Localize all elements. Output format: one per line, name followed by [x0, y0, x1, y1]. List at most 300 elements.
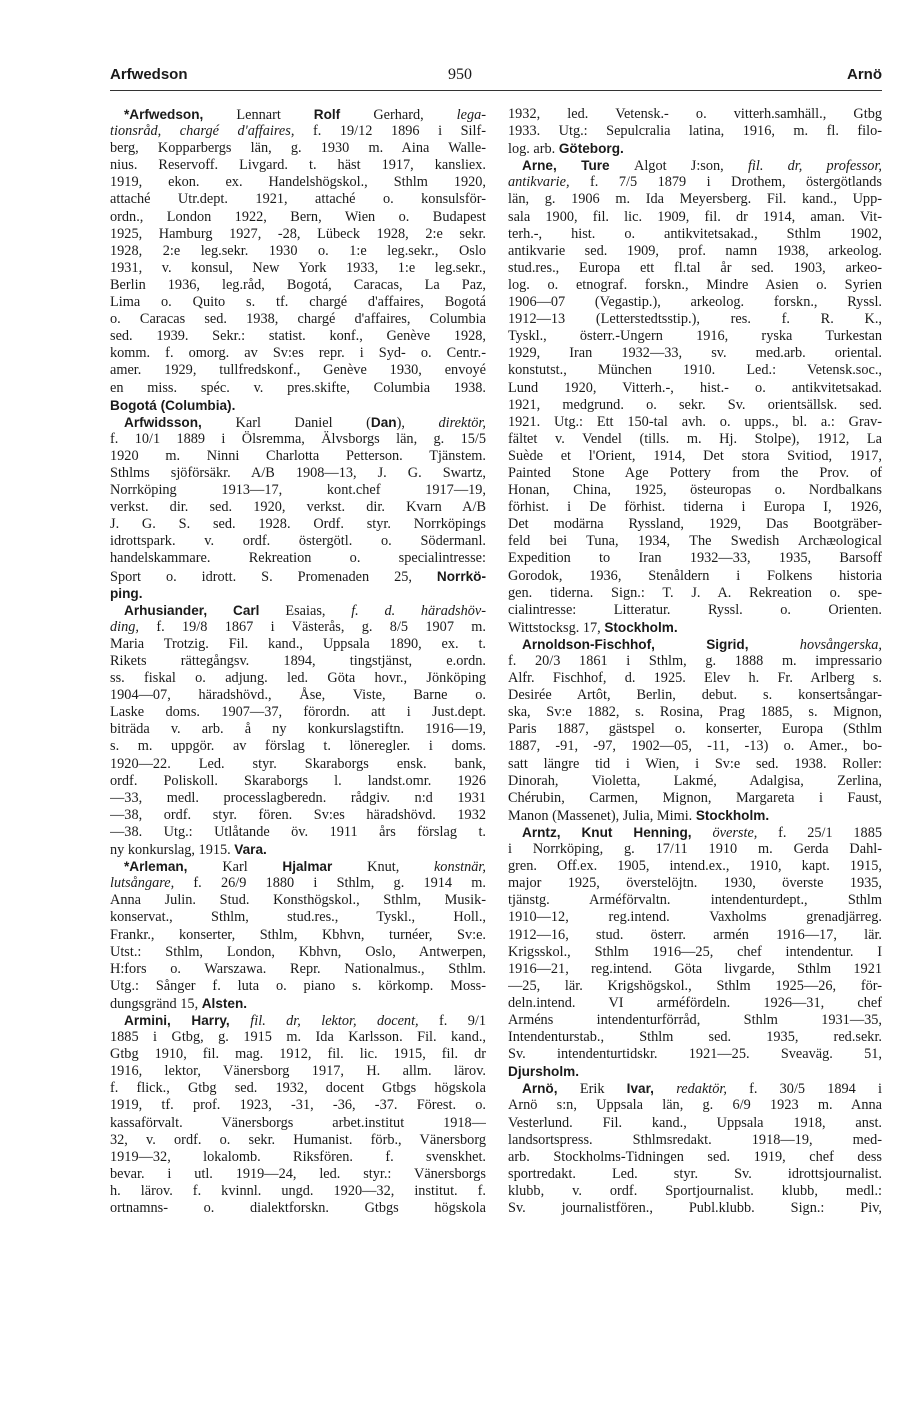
text-line: [508, 414, 882, 431]
text-line: [110, 157, 486, 174]
text-span: Rikets rättegångsv. 1894, tingstjänst, e.ordn.: [110, 653, 486, 669]
text-span: Det modärna Ryssland, 1929, Das Bootgräber-: [508, 516, 882, 533]
text-span: f. 19/8 1867 i Västerås, g. 8/5 1907 m.: [156, 618, 486, 635]
entry-start-line: [508, 1080, 882, 1097]
text-line: [508, 568, 882, 585]
text-span: Painted Stone Age Pottery from the Prov. of: [508, 464, 882, 481]
text-line: [508, 841, 882, 858]
bold-text: Göteborg.: [558, 141, 624, 157]
bold-text: *Arleman,: [124, 859, 223, 875]
text-span: Honan, China, 1925, östeuropas o. Nordbalkans: [508, 482, 882, 499]
text-line: [508, 892, 882, 909]
text-span: Intendenturstab., Sthlm sed. 1935, red.sekr.: [508, 1029, 882, 1046]
text-line: [110, 431, 486, 448]
text-line: [110, 1063, 486, 1080]
text-span: landsortspress. Sthlmsredakt. 1918—19, med-: [508, 1131, 882, 1148]
text-line: [110, 738, 486, 755]
entry-start-line: [110, 1012, 486, 1029]
text-line: [508, 909, 882, 926]
text-line: [508, 533, 882, 550]
text-line: [110, 892, 486, 909]
text-span: Karl: [222, 859, 283, 876]
text-line: [110, 909, 486, 926]
text-span: f. 26/9 1880 i Sthlm, g. 1914 m.: [193, 875, 486, 892]
text-span: Lima o. Quito s. tf. chargé d'affaires, Bogotá: [110, 294, 486, 311]
entry-start-line: [110, 414, 486, 431]
bold-text: Ivar,: [626, 1081, 677, 1097]
text-line: [508, 1029, 882, 1046]
text-span: Algot J:son,: [634, 158, 748, 175]
text-span: s. m. uppgör. av förslag t. löneregler. i doms.: [110, 738, 486, 755]
italic-text: f. d. häradshöv-: [351, 602, 486, 619]
text-span: 1919, tf. prof. 1923, -31, -36, -37. Förest. o.: [110, 1097, 486, 1114]
text-line: [508, 174, 882, 191]
text-span: antikvarie sed. 1909, prof. namn 1938, arkeolog.: [508, 242, 882, 259]
bold-text: Arne, Ture: [522, 158, 634, 174]
text-line: [110, 1166, 486, 1183]
text-span: ortnamns- o. dialektforskn. Gtbgs högskola: [110, 1200, 486, 1216]
text-span: stud.res., Europa ett fl.tal år sed. 1903, arkeo-: [508, 259, 882, 276]
text-line: [110, 1115, 486, 1132]
text-span: —38, ordf. styr. fören. Sv:es häradshövd. 1932: [110, 806, 486, 823]
text-span: sala 1900, fil. lic. 1909, fil. dr 1914, aman. Vit-: [508, 208, 882, 225]
text-line: [110, 670, 486, 687]
text-line: [508, 1183, 882, 1200]
text-line: [110, 585, 486, 602]
text-span: 1912—13 (Letterstedtsstip.), res. f. R. K.,: [508, 311, 882, 328]
text-span: feld bei Tuna, 1934, The Swedish Archæological: [508, 533, 882, 550]
text-line: [508, 1097, 882, 1114]
text-line: [110, 687, 486, 704]
text-line: [110, 653, 486, 670]
text-line: [110, 260, 486, 277]
text-span: —33, medl. processlagberedn. rådgiv. n:d 1931: [110, 789, 486, 806]
text-line: [110, 721, 486, 738]
text-span: Gerhard,: [373, 107, 457, 123]
italic-text: fil. dr, lektor, docent,: [250, 1012, 440, 1029]
text-span: J. G. S. sed. 1928. Ordf. styr. Norrköpings: [110, 516, 486, 533]
text-line: [508, 1063, 882, 1080]
text-line: [508, 482, 882, 499]
text-span: förhist. i De förhist. tiderna i Europa I, 1926,: [508, 499, 882, 516]
text-line: [110, 380, 486, 397]
text-span: 1928, 2:e leg.sekr. 1930 o. 1:e leg.sekr., Oslo: [110, 242, 486, 259]
text-line: [110, 944, 486, 961]
text-span: sportredakt. Led. styr. Sv. idrottsjournalist.: [508, 1165, 882, 1182]
text-line: [110, 140, 486, 157]
text-span: biträda v. arb. å ny konkurslagstiftn. 1916—19,: [110, 721, 486, 738]
text-line: [110, 345, 486, 362]
text-span: ),: [396, 414, 439, 431]
text-span: en miss. spéc. v. pres.skifte, Columbia 1938.: [110, 379, 486, 396]
text-line: [508, 209, 882, 226]
text-line: [508, 1046, 882, 1063]
right-column: [508, 106, 882, 1217]
text-span: Sthlms sjöförsäkr. A/B 1908—13, J. G. Swartz,: [110, 464, 486, 481]
text-line: [110, 995, 486, 1012]
text-span: 32, v. ordf. o. sekr. Humanist. förb., Vänersborg: [110, 1131, 486, 1148]
text-line: [508, 140, 882, 157]
italic-text: direktör,: [438, 414, 486, 431]
text-line: [110, 499, 486, 516]
text-line: [508, 397, 882, 414]
italic-text: tionsråd, chargé d'affaires,: [110, 123, 313, 140]
text-line: [508, 1115, 882, 1132]
text-line: [110, 927, 486, 944]
text-span: Expedition to Iran 1932—33, 1935, Barsoff: [508, 550, 882, 567]
text-span: f. 10/1 1889 i Ölsremma, Älvsborgs län, g. 15/5: [110, 430, 486, 447]
italic-text: överste,: [712, 824, 779, 841]
text-span: Sv. intendenturtidskr. 1921—25. Sveaväg. 51,: [508, 1046, 882, 1063]
text-span: log. arb.: [508, 141, 559, 158]
text-span: 1916, lektor, Vänersborg 1917, H. allm. lärov.: [110, 1063, 486, 1080]
text-span: Chérubin, Carmen, Mignon, Margareta i Faust,: [508, 789, 882, 806]
text-line: [110, 875, 486, 892]
text-line: [110, 1029, 486, 1046]
entry-start-line: [508, 157, 882, 174]
text-span: Sv. journalistfören., Publ.klubb. Sign.: Piv,: [508, 1200, 882, 1216]
text-line: [508, 653, 882, 670]
text-span: deln.intend. VI arméfördeln. 1926—31, chef: [508, 994, 882, 1011]
bold-text: Arfwidsson,: [124, 414, 236, 430]
text-line: [110, 311, 486, 328]
text-span: f. 7/5 1879 i Drothem, östergötlands: [590, 174, 882, 191]
text-span: attaché Utr.dept. 1921, attaché o. konsulsför-: [110, 191, 486, 208]
text-line: [110, 1046, 486, 1063]
text-line: [508, 277, 882, 294]
text-line: [508, 465, 882, 482]
text-line: [110, 243, 486, 260]
text-span: —38. Utg.: Utlåtande öv. 1911 års förslag t.: [110, 823, 486, 840]
text-span: Berlin 1936, leg.råd, Bogotá, Caracas, La Paz,: [110, 276, 486, 293]
text-span: arb. Stockholms-Tidningen sed. 1919, chef dess: [508, 1148, 882, 1165]
text-span: ordn., London 1922, Bern, Wien o. Budapest: [110, 208, 486, 225]
text-span: 1933. Utg.: Sepulcralia latina, 1916, m. fl. filo-: [508, 123, 882, 140]
text-span: Erik: [579, 1081, 627, 1098]
text-line: [110, 191, 486, 208]
text-span: sed. 1939. Sekr.: statist. konf., Genève 1928,: [110, 328, 486, 345]
text-span: satt längre tid i Wien, i Sv:e sed. 1938. Roller:: [508, 755, 882, 772]
text-span: major 1925, överstelöjtn. 1930, överste 1935,: [508, 875, 882, 892]
text-span: 1912—16, stud. österr. armén 1916—17, lär.: [508, 926, 882, 943]
text-line: [508, 345, 882, 362]
text-span: 1904—07, häradshövd., Åse, Viste, Barne o.: [110, 687, 486, 704]
text-line: [508, 978, 882, 995]
text-line: [110, 790, 486, 807]
text-line: [508, 328, 882, 345]
text-span: —25, lär. Krigshögskol., Sthlm 1925—26, för-: [508, 977, 882, 994]
text-span: 1921, medgrund. o. sekr. Sv. orientsällsk. sed.: [508, 396, 882, 413]
bold-text: Stockholm.: [604, 619, 678, 635]
text-span: cialintresse: Litteratur. Ryssl. o. Orienten.: [508, 601, 882, 618]
text-span: ny konkurslag, 1915.: [110, 842, 235, 859]
text-span: 1887, -91, -97, 1902—05, -11, -13) o. Amer., bo-: [508, 738, 882, 755]
text-line: [508, 1200, 882, 1217]
text-span: Lund 1920, Vitterh.-, hist.- o. antikvitetsakad.: [508, 379, 882, 396]
text-line: [110, 978, 486, 995]
text-line: [110, 328, 486, 345]
text-line: [508, 191, 882, 208]
bold-text: Arhusiander, Carl: [124, 602, 286, 618]
text-span: nius. Reservoff. Livgard. t. häst 1917, kansliex.: [110, 157, 486, 174]
text-span: klubb, v. ordf. Sportjournalist. klubb, medl.:: [508, 1182, 882, 1199]
italic-text: konstnär,: [433, 859, 486, 876]
text-span: ska, Sv:e 1882, s. Rosina, Prag 1885, s. Mignon,: [508, 704, 882, 721]
bold-text: Dan: [370, 414, 397, 430]
text-span: f. 20/3 1861 i Sthlm, g. 1888 m. impressario: [508, 653, 882, 669]
italic-text: ding,: [110, 618, 157, 635]
text-span: Sport o. idrott. S. Promenaden 25,: [110, 568, 437, 585]
text-span: H:fors o. Warszawa. Repr. Nationalmus., Sthlm.: [110, 960, 486, 977]
text-line: [110, 568, 486, 585]
text-line: [110, 550, 486, 567]
text-span: Tyskl., österr.-Ungern 1916, ryska Turkestan: [508, 328, 882, 345]
text-line: [508, 704, 882, 721]
text-span: bevar. i utl. 1919—24, led. styr.: Vänersborgs: [110, 1165, 486, 1182]
text-span: Karl Daniel (: [235, 414, 371, 431]
text-span: Desirée Artôt, Berlin, debut. s. konsertsångar-: [508, 687, 882, 704]
bold-text: Djursholm.: [508, 1064, 579, 1080]
text-span: f. 19/12 1896 i Silf-: [312, 123, 486, 140]
text-line: [508, 602, 882, 619]
text-span: Laske doms. 1907—37, förordn. att i Just.dept.: [110, 704, 486, 721]
text-span: Krigsskol., Sthlm 1916—25, chef intendentur. I: [508, 943, 882, 960]
text-line: [508, 448, 882, 465]
text-line: [110, 226, 486, 243]
text-span: Suède et l'Orient, 1914, Det stora Svitiod, 1917,: [508, 447, 882, 464]
text-span: Paris 1887, gästspel o. konserter, Europa (Sthlm: [508, 721, 882, 738]
text-line: [508, 311, 882, 328]
text-line: [508, 944, 882, 961]
text-span: o. Caracas sed. 1938, chargé d'affaires, Columbia: [110, 311, 486, 328]
text-span: berg, Kopparbergs län, g. 1930 m. Aina Walle-: [110, 140, 486, 157]
italic-text: fil. dr, professor,: [747, 158, 882, 175]
text-line: [110, 174, 486, 191]
text-line: [508, 619, 882, 636]
text-span: 1916—21, reg.intend. Göta livgarde, Sthlm 1921: [508, 960, 882, 977]
bold-text: Norrkö-: [436, 568, 486, 584]
text-line: [508, 790, 882, 807]
bold-text: Hjalmar: [282, 859, 368, 875]
text-span: Arnö s:n, Uppsala län, g. 6/9 1923 m. Anna: [508, 1097, 882, 1114]
text-line: [508, 773, 882, 790]
text-line: [508, 995, 882, 1012]
text-line: [508, 807, 882, 824]
text-span: dungsgränd 15,: [110, 995, 202, 1012]
text-line: [110, 397, 486, 414]
text-span: 1910—12, reg.intend. Vaxholms grenadjärreg.: [508, 909, 882, 926]
text-span: konservat., Sthlm, stud.res., Tyskl., Holl.,: [110, 909, 486, 926]
text-line: [508, 927, 882, 944]
bold-text: *Arfwedson,: [124, 107, 237, 122]
text-line: [110, 294, 486, 311]
text-line: [508, 756, 882, 773]
entry-start-line: [110, 858, 486, 875]
text-line: [508, 362, 882, 379]
bold-text: ping.: [110, 585, 143, 601]
text-line: [110, 482, 486, 499]
text-span: f. 9/1: [439, 1012, 486, 1029]
text-line: [110, 533, 486, 550]
italic-text: antikvarie,: [508, 174, 591, 191]
bold-text: Stockholm.: [695, 807, 770, 823]
text-span: 1929, Iran 1932—33, sv. med.arb. oriental.: [508, 345, 882, 362]
entry-start-line: [508, 636, 882, 653]
text-span: idrottspark. v. ordf. östergötl. o. Södermanl.: [110, 533, 486, 550]
text-span: f. flick., Gtbg sed. 1932, docent Gtbgs högskola: [110, 1080, 486, 1097]
text-line: [110, 123, 486, 140]
text-line: [110, 807, 486, 824]
text-line: [508, 431, 882, 448]
italic-text: lutsångare,: [110, 875, 194, 892]
running-head-left: Arfwedson: [110, 66, 188, 83]
italic-text: hovsångerska,: [799, 636, 882, 653]
text-span: län, g. 1906 m. Ida Meyersberg. Fil. kand., Upp-: [508, 191, 882, 208]
text-line: [508, 123, 882, 140]
text-line: [508, 243, 882, 260]
text-span: gren. Off.ex. 1905, intend.ex., 1910, kapt. 1915,: [508, 858, 882, 875]
text-span: Norrköping 1913—17, kont.chef 1917—19,: [110, 482, 486, 499]
text-line: [110, 1097, 486, 1114]
text-span: Dinorah, Violetta, Lakmé, Adalgisa, Zerlina,: [508, 772, 882, 789]
text-line: [508, 294, 882, 311]
text-span: f. 30/5 1894 i: [749, 1081, 882, 1098]
text-span: i Norrköping, g. 17/11 1910 m. Gerda Dahl-: [508, 841, 882, 858]
text-span: 1931, v. konsul, New York 1933, 1:e leg.sekr.,: [110, 259, 486, 276]
text-line: [110, 636, 486, 653]
text-line: [110, 277, 486, 294]
text-line: [508, 380, 882, 397]
text-span: tjänstg. Arméförvaltn. intendenturdept., Sthlm: [508, 892, 882, 909]
text-line: [110, 824, 486, 841]
text-span: log. o. etnograf. forskn., Mindre Asien o. Syrien: [508, 276, 882, 293]
text-span: handelskammare. Rekreation o. specialintresse:: [110, 550, 486, 567]
text-line: [110, 841, 486, 858]
text-span: amer. 1929, tullfredskonf., Genève 1930, envoyé: [110, 362, 486, 379]
text-span: Gorodok, 1936, Stenåldern i Folkens historia: [508, 567, 882, 584]
text-span: 1906—07 (Vegastip.), arkeolog. forskn., Ryssl.: [508, 294, 882, 311]
text-span: gen. tiderna. Sign.: T. J. A. Rekreation o. spe-: [508, 584, 882, 601]
italic-text: redaktör,: [676, 1081, 750, 1098]
text-line: [508, 1149, 882, 1166]
running-head-right: Arnö: [847, 66, 882, 83]
text-span: Manon (Massenet), Julia, Mimi.: [508, 807, 696, 824]
text-span: ss. fiskal o. adjung. led. Göta hovr., Jönköping: [110, 670, 486, 687]
text-line: [110, 465, 486, 482]
text-line: [110, 1132, 486, 1149]
text-span: terh.-, hist. o. antikvitetsakad., Sthlm 1902,: [508, 225, 882, 242]
text-line: [110, 448, 486, 465]
text-span: Knut,: [367, 859, 434, 876]
text-span: verkst. dir. sed. 1920, verkst. dir. Kvarn A/B: [110, 499, 486, 516]
text-span: Wittstocksg. 17,: [508, 619, 605, 636]
text-line: [508, 1132, 882, 1149]
text-line: [508, 499, 882, 516]
text-line: [508, 721, 882, 738]
text-line: [110, 961, 486, 978]
text-span: konstutst., München 1910. Led.: Vetensk.soc.,: [508, 362, 882, 379]
text-line: [110, 1183, 486, 1200]
text-span: Maria Trotzig. Fil. kand., Uppsala 1890, ex. t.: [110, 635, 486, 652]
text-span: Frankr., konserter, Sthlm, Kbhvn, turnéer, Sv:e.: [110, 926, 486, 943]
bold-text: Vara.: [234, 842, 267, 858]
bold-text: Arnö,: [522, 1081, 580, 1097]
bold-text: Bogotá (Columbia).: [110, 397, 236, 413]
text-line: [508, 670, 882, 687]
page-number: 950: [448, 66, 472, 83]
text-line: [508, 875, 882, 892]
left-column: [110, 106, 486, 1217]
text-line: [110, 362, 486, 379]
entry-start-line: [110, 106, 486, 123]
text-line: [508, 106, 882, 123]
text-line: [508, 858, 882, 875]
text-line: [110, 1149, 486, 1166]
text-span: Alfr. Fischhof, d. 1925. Elev h. Fr. Arlberg s.: [508, 670, 882, 687]
text-line: [110, 756, 486, 773]
text-span: 1932, led. Vetensk.- o. vitterh.samhäll., Gtbg: [508, 106, 882, 122]
bold-text: Arntz, Knut Henning,: [522, 824, 713, 840]
text-span: Anna Julin. Stud. Konsthögskol., Sthlm, Musik-: [110, 892, 486, 909]
text-line: [508, 687, 882, 704]
text-span: Utg.: Sånger f. luta o. piano s. körkomp. Moss-: [110, 977, 486, 994]
header-rule: [110, 90, 882, 91]
text-span: h. lärov. f. kvinnl. ungd. 1920—32, institut. f.: [110, 1182, 486, 1199]
text-line: [508, 516, 882, 533]
text-span: komm. f. omorg. av Sv:es repr. i Syd- o. Centr.-: [110, 345, 486, 362]
text-line: [110, 516, 486, 533]
bold-text: Arnoldson-Fischhof, Sigrid,: [522, 636, 800, 652]
text-span: 1885 i Gtbg, g. 1915 m. Ida Karlsson. Fil. kand.,: [110, 1029, 486, 1046]
bold-text: Armini, Harry,: [124, 1012, 251, 1028]
text-line: [110, 773, 486, 790]
text-span: Utst.: Sthlm, London, Kbhvn, Oslo, Antwerpen,: [110, 943, 486, 960]
text-span: ordf. Poliskoll. Skaraborgs l. landst.omr. 1926: [110, 772, 486, 789]
text-line: [508, 1166, 882, 1183]
text-line: [508, 961, 882, 978]
text-line: [508, 738, 882, 755]
bold-text: Alsten.: [201, 995, 248, 1011]
text-line: [110, 1200, 486, 1217]
text-span: Gtbg 1910, fil. mag. 1912, fil. lic. 1915, fil. dr: [110, 1046, 486, 1063]
text-span: kassaförvalt. Vänersborgs arbet.institut 1918—: [110, 1114, 486, 1131]
text-span: fältet v. Vendel (tills. m. Hj. Stolpe), 1912, La: [508, 430, 882, 447]
text-span: 1921. Utg.: Ett 150-tal avh. o. upps., bl. a.: Grav-: [508, 413, 882, 430]
text-line: [110, 209, 486, 226]
text-span: 1919—32, lokalomb. Riksfören. f. svenskhet.: [110, 1148, 486, 1165]
entry-start-line: [110, 602, 486, 619]
text-span: Esaias,: [285, 602, 352, 619]
text-line: [508, 260, 882, 277]
text-line: [110, 704, 486, 721]
text-span: 1919, ekon. ex. Handelshögskol., Sthlm 1920,: [110, 174, 486, 191]
italic-text: lega-: [456, 107, 486, 123]
text-line: [508, 226, 882, 243]
text-line: [508, 550, 882, 567]
text-span: 1920—22. Led. styr. Skaraborgs ensk. bank,: [110, 755, 486, 772]
text-span: 1925, Hamburg 1927, -28, Lübeck 1928, 2:e sekr.: [110, 225, 486, 242]
text-line: [110, 619, 486, 636]
text-line: [508, 585, 882, 602]
text-line: [110, 1080, 486, 1097]
entry-start-line: [508, 824, 882, 841]
text-span: Lennart: [236, 107, 314, 123]
text-span: f. 25/1 1885: [778, 824, 882, 841]
text-span: Vesterlund. Fil. kand., Uppsala 1918, anst.: [508, 1114, 882, 1131]
text-span: Arméns intendenturförråd, Sthlm 1931—35,: [508, 1011, 882, 1028]
text-line: [508, 1012, 882, 1029]
text-span: 1920 m. Ninni Charlotta Petterson. Tjänstem.: [110, 447, 486, 464]
